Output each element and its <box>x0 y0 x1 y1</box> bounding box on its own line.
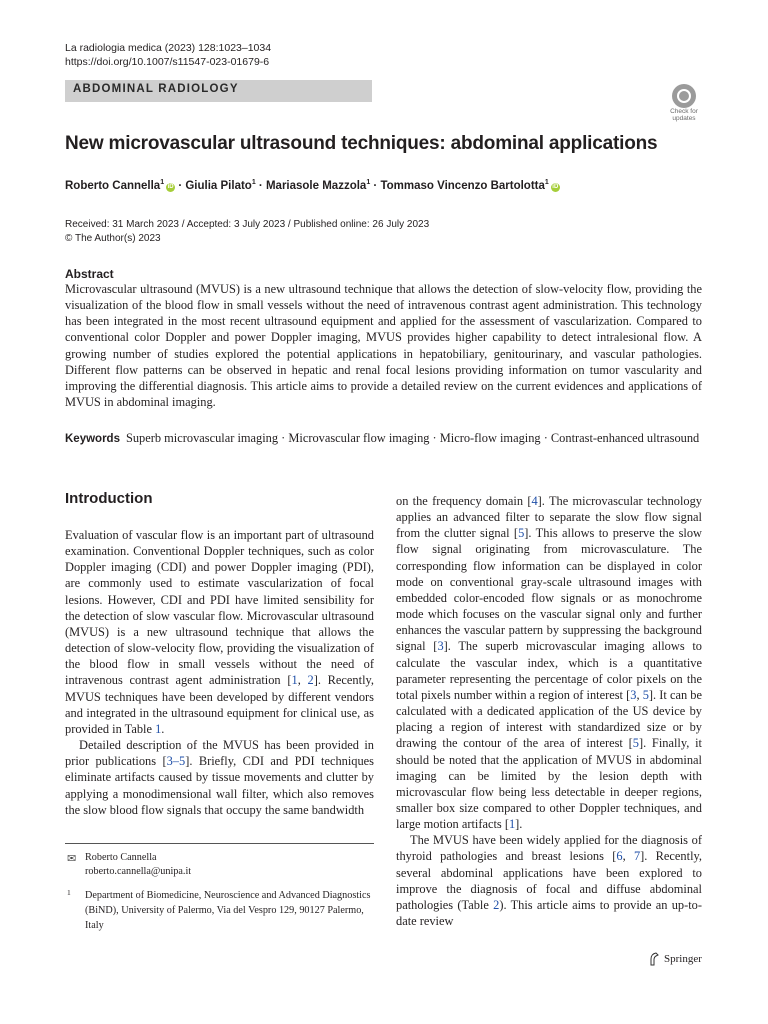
author-name[interactable]: Roberto Cannella <box>65 179 161 192</box>
citation-link[interactable]: 3 <box>630 687 637 702</box>
author-separator: · <box>255 179 266 192</box>
footnote-divider <box>65 843 374 844</box>
paragraph <box>396 493 702 832</box>
abstract-text: Microvascular ultrasound (MVUS) is a new ultrasound technique that allows the detection of slow-velocity flow, providing the visualization of the blood flow in small vessels without the need of intravenous contrast agent administration. This technology has been integrated in the most recent ultrasound equipment and applied for the assessment of vascularization. Compared to conventional color Doppler and power Doppler imaging, MVUS provides higher capability to detect intralesional flow. A growing number of studies explored the potential applications in hepatobiliary, genitourinary, and vascular pathologies. Different flow patterns can be observed in hepatic and renal focal lesions providing information on tumor vascularity and improving the differential diagnosis. This article aims to provide a detailed review on the current evidences and applications of MVUS in abdominal imaging. <box>65 282 702 410</box>
check-updates-icon <box>672 84 696 108</box>
citation-link[interactable]: 6 <box>616 849 623 864</box>
article-dates: Received: 31 March 2023 / Accepted: 3 July 2023 / Published online: 26 July 2023 <box>65 219 430 230</box>
body-text: Evaluation of vascular flow is an important part of ultrasound examination. Conventional Doppler techniques, such as color Doppler imaging (CDI) and power Doppler imaging (PDI), are commonly used to estimate vascularization of focal lesions. However, CDI and PDI have limited sensibility for the detection of slow vascular flow. Microvascular ultrasound (MVUS) is a new ultrasound technique that allows the detection of slow-velocity flow, providing the visualization of the blood flow in small vessels without the need of intravenous contrast agent administration [ <box>65 528 374 688</box>
body-text: . <box>161 721 165 736</box>
author-affiliation-sup: 1 <box>251 179 256 186</box>
citation-link[interactable]: 1 <box>155 721 162 736</box>
body-text: , <box>636 687 643 702</box>
article-title: New microvascular ultrasound techniques: abdominal applications <box>65 133 658 154</box>
body-text: on the frequency domain [ <box>396 494 532 508</box>
check-updates-label: Check for updates <box>670 108 698 122</box>
paragraph <box>396 832 702 929</box>
abstract-heading: Abstract <box>65 267 114 281</box>
body-text: ]. The superb microvascular imaging allows to calculate the vascular index, which is a quantitative parameter representing the percentage of color pixels on the total pixels number within a region of interest [ <box>396 639 702 702</box>
author-affiliation-sup: 1 <box>544 179 549 186</box>
author-affiliation-sup: 1 <box>366 179 371 186</box>
body-text: ]. It can be calculated with a dedicated application of the US device by placing a region of interest with standardized size or by drawing the contour of the area of interest [ <box>396 687 702 751</box>
author-separator: · <box>175 179 186 192</box>
author-separator: · <box>370 179 381 192</box>
citation-link[interactable]: 2 <box>307 673 314 688</box>
body-text: , <box>622 849 634 864</box>
keywords-block <box>65 430 702 447</box>
body-text: ]. Briefly, CDI and PDI techniques eliminate artifacts caused by tissue movements and clutter by applying a monodimensional wall filter, which also removes the slow blood flow signals that occupy the same bandwidth <box>65 754 374 817</box>
section-banner <box>65 80 372 102</box>
body-text: ]. Recently, MVUS techniques have been developed by different vendors and integrated in the ultrasound equipment for clinical use, as provided in Table <box>65 673 374 736</box>
citation-link[interactable]: 4 <box>531 494 538 508</box>
body-text: The MVUS have been widely applied for the diagnosis of thyroid pathologies and breast lesions [ <box>396 833 702 864</box>
body-text: ]. Recently, several abdominal applications have been explored to improve the diagnosis of focal and diffuse abdominal pathologies (Table <box>396 849 702 912</box>
citation-link[interactable]: 2 <box>493 897 500 912</box>
paragraph <box>65 737 374 818</box>
body-text: Detailed description of the MVUS has been provided in prior publications [ <box>65 738 374 769</box>
journal-citation: La radiologia medica (2023) 128:1023–1034 <box>65 42 272 54</box>
publisher-name: Springer <box>664 953 702 965</box>
introduction-heading: Introduction <box>65 490 153 507</box>
author-affiliation-sup: 1 <box>160 179 165 186</box>
check-for-updates-badge[interactable] <box>664 82 704 124</box>
corresponding-author-name: Roberto Cannella <box>85 852 157 863</box>
body-text: ]. Finally, it should be noted that the application of MVUS in abdominal imaging can be limited by the lesion depth with microvascular flow being less detectable in deeper regions, smaller box size compared to other Doppler techniques, and large motion artifacts [ <box>396 736 702 832</box>
citation-link[interactable]: 5 <box>642 687 649 702</box>
body-text: , <box>297 673 308 688</box>
citation-link[interactable]: 1 <box>508 817 516 832</box>
publisher-logo <box>648 952 702 966</box>
citation-link[interactable]: 5 <box>632 736 639 751</box>
body-column-left <box>65 527 374 818</box>
springer-horse-icon <box>648 952 660 966</box>
author-name[interactable]: Giulia Pilato <box>185 179 252 192</box>
orcid-icon[interactable]: iD <box>552 183 559 190</box>
body-text: ]. This allows to preserve the slow flow signal originating from microvasculature. The corresponding flow information can be displayed in color mode on conventional gray-scale ultrasound images with embedded color-encoded flow signals or as monochrome mode which focuses on the vascular signal only and further enhances the vascular pattern by suppressing the background signal [ <box>396 526 702 654</box>
keywords-text: Superb microvascular imaging · Microvascular flow imaging · Micro-flow imaging · Contrast-enhanced ultrasound <box>125 431 700 445</box>
body-text: ). This article aims to provide an up-to-date review <box>396 897 702 929</box>
author-name[interactable]: Tommaso Vincenzo Bartolotta <box>380 179 545 192</box>
orcid-icon[interactable]: iD <box>167 183 174 190</box>
author-list <box>65 179 560 192</box>
body-column-right <box>396 493 702 929</box>
section-label: ABDOMINAL RADIOLOGY <box>73 83 239 95</box>
body-text: ]. The microvascular technology applies an advanced filter to separate the slow flow signal from the clutter signal [ <box>396 494 703 541</box>
affiliation-text: Department of Biomedicine, Neuroscience and Advanced Diagnostics (BiND), University of Palermo, Via del Vespro 129, 90127 Palermo, Italy <box>85 890 371 931</box>
corresponding-author-email[interactable]: roberto.cannella@unipa.it <box>85 866 192 877</box>
body-text: ]. <box>515 817 523 832</box>
citation-link[interactable]: 7 <box>633 849 641 864</box>
citation-link[interactable]: 3–5 <box>166 754 186 769</box>
citation-link[interactable]: 3 <box>437 639 444 654</box>
author-name[interactable]: Mariasole Mazzola <box>265 179 367 192</box>
affiliation-number: 1 <box>67 888 71 897</box>
paragraph <box>65 527 374 737</box>
citation-link[interactable]: 1 <box>291 673 298 688</box>
envelope-icon: ✉ <box>67 853 77 865</box>
keywords-label: Keywords <box>65 433 120 445</box>
citation-link[interactable]: 5 <box>518 526 525 541</box>
copyright-notice: © The Author(s) 2023 <box>65 233 161 244</box>
doi-link[interactable]: https://doi.org/10.1007/s11547-023-01679-6 <box>65 56 270 68</box>
